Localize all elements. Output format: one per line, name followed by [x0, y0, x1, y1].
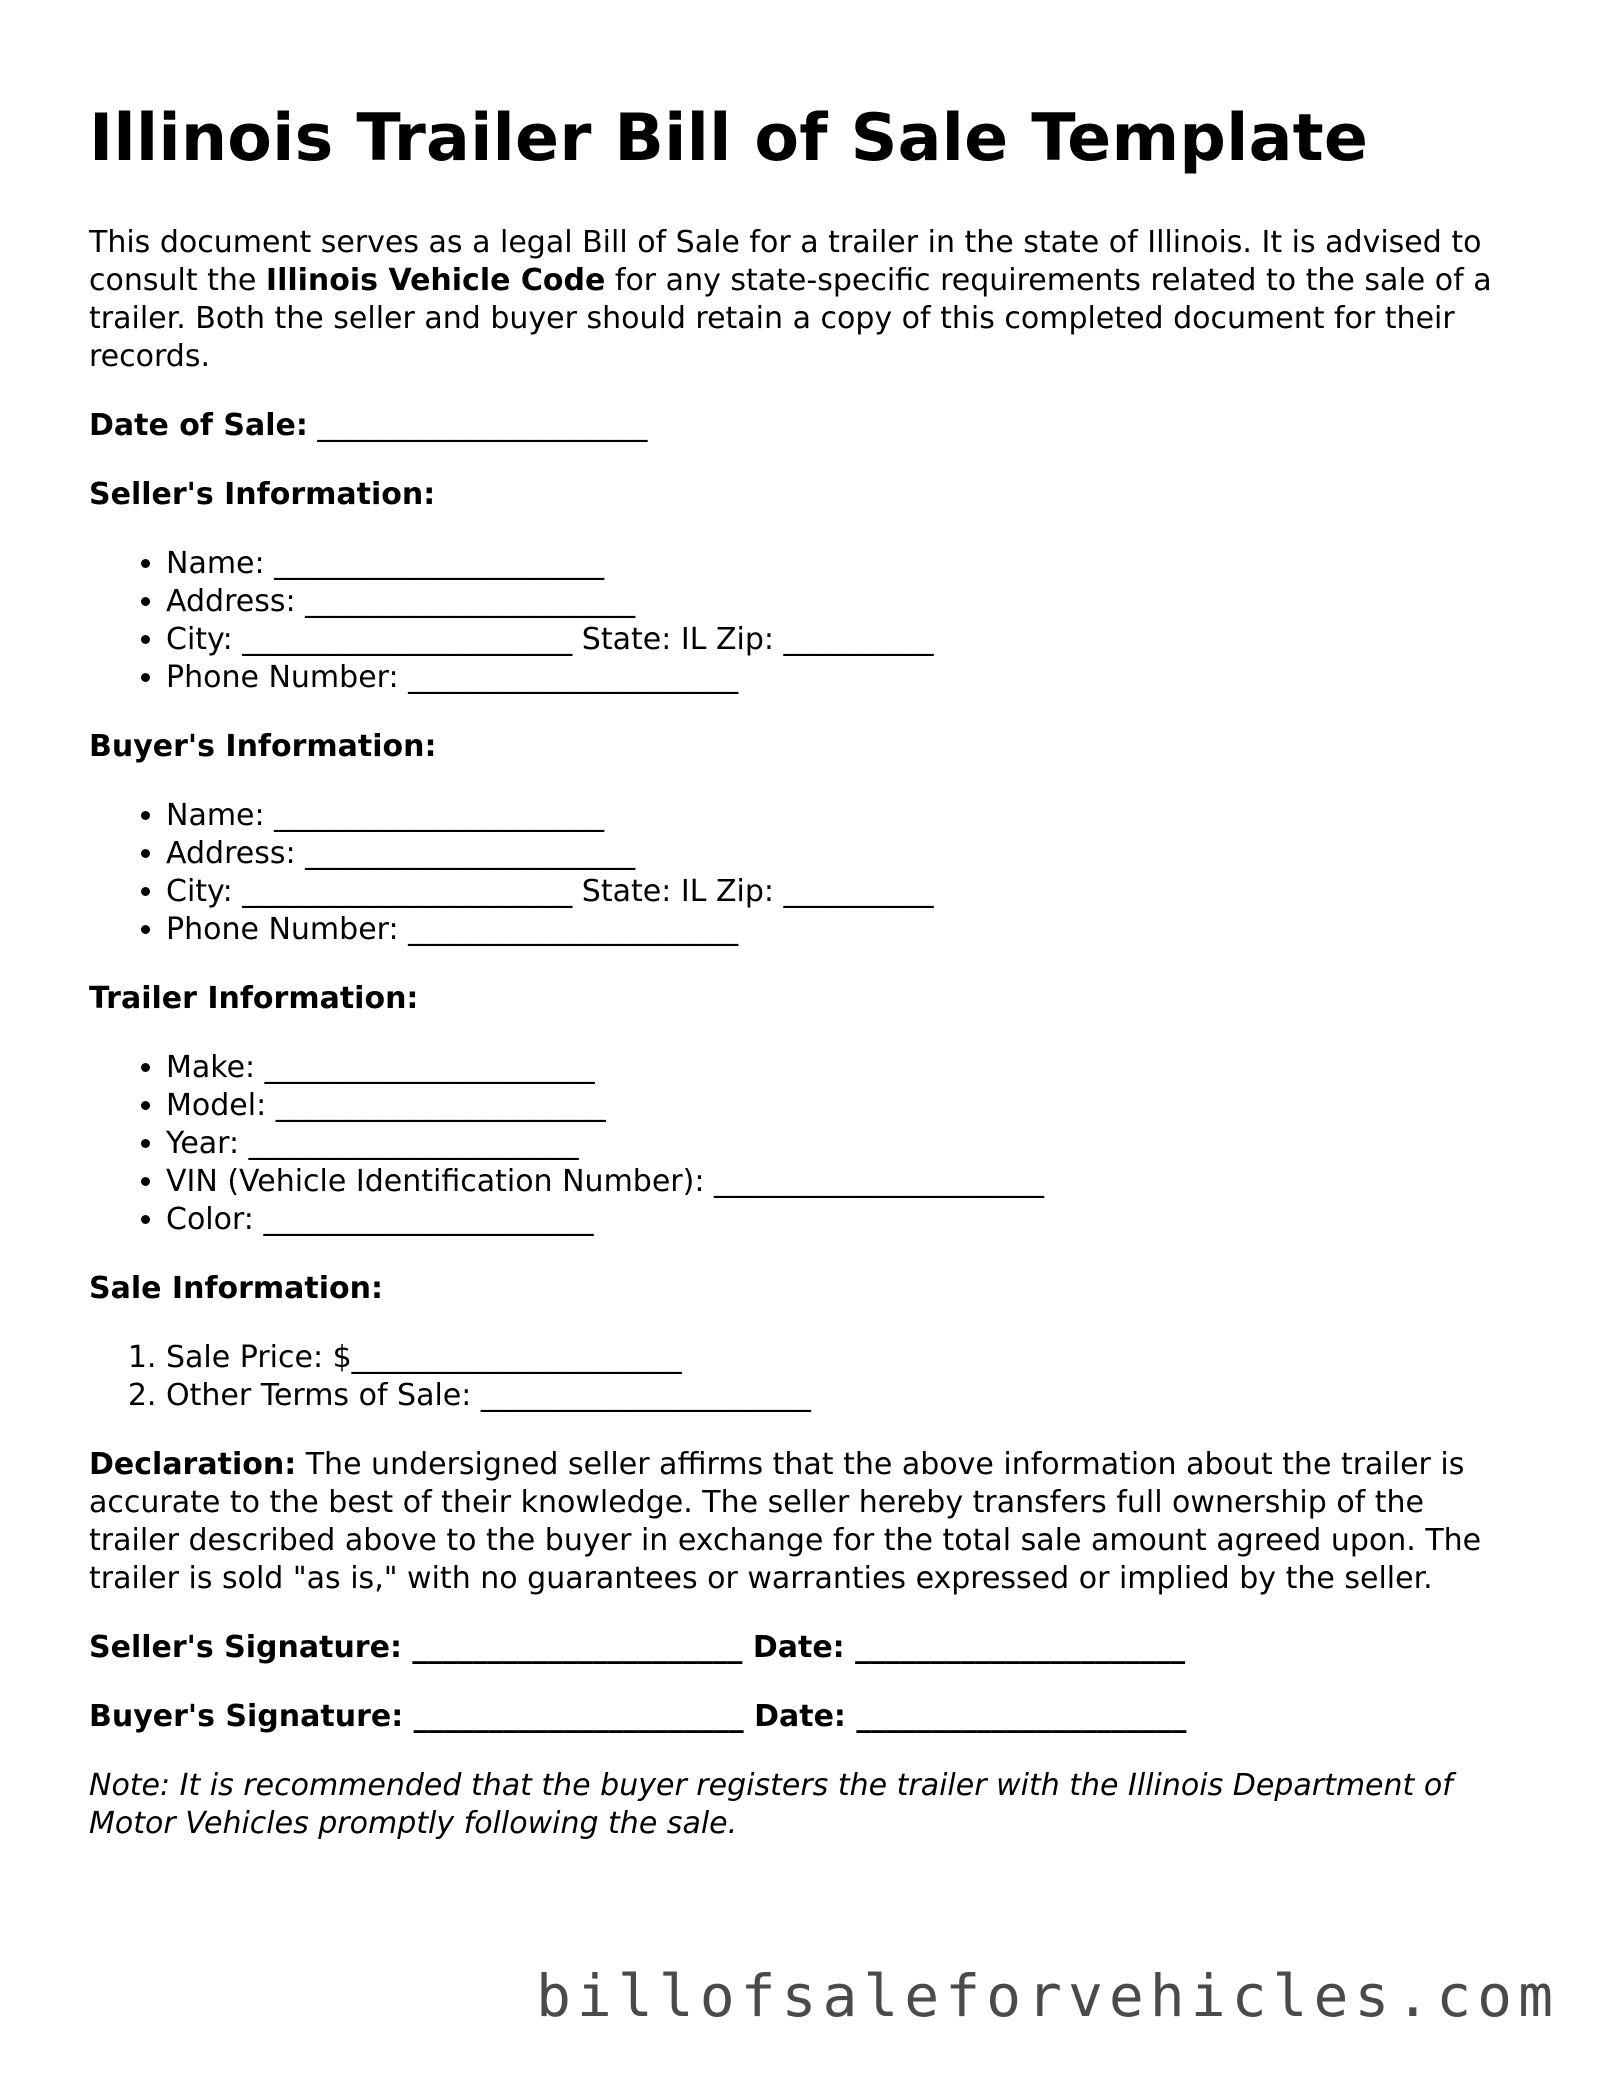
document-page — [89, 100, 1519, 1874]
buyer-city-item[interactable]: • City: ______________________ State: IL Zip: __________ — [166, 873, 1519, 911]
trailer-heading: Trailer Information: — [89, 981, 419, 1016]
declaration-text: The undersigned seller affirms that the above information about the trailer is accurate to the best of their knowledge. The seller hereby transfers full ownership of the trailer described above to the buyer in exchange for the total sale amount agreed upon. The trailer is sold "as is," with no guarantees or warranties expressed or implied by the seller. — [89, 1447, 1482, 1596]
trailer-color-item[interactable]: • Color: ______________________ — [166, 1201, 1519, 1239]
page-title: Illinois Trailer Bill of Sale Template — [89, 101, 1369, 176]
seller-name-item[interactable]: • Name: ______________________ — [166, 545, 1519, 583]
date-of-sale-label: Date of Sale: — [89, 408, 308, 443]
seller-address-item[interactable]: • Address: ______________________ — [166, 583, 1519, 621]
declaration-paragraph — [89, 1446, 1519, 1598]
trailer-info-list — [89, 1049, 1519, 1239]
intro-text-2: for any state-specific requirements related to the sale of a trailer. Both the seller and buyer should retain a copy of this completed document for their records. — [89, 263, 1492, 374]
buyer-phone-item[interactable]: • Phone Number: ______________________ — [166, 911, 1519, 949]
trailer-make-item[interactable]: • Make: ______________________ — [166, 1049, 1519, 1087]
intro-text-1: This document serves as a legal Bill of Sale for a trailer in the state of Illinois. It is advised to consult the — [89, 225, 1482, 298]
buyer-info-list — [89, 797, 1519, 949]
buyer-address-item[interactable]: • Address: ______________________ — [166, 835, 1519, 873]
trailer-year-item[interactable]: • Year: ______________________ — [166, 1125, 1519, 1163]
registration-note: Note: It is recommended that the buyer registers the trailer with the Illinois Department of Motor Vehicles promptly following the sale. — [89, 1768, 1453, 1841]
intro-bold-code: Illinois Vehicle Code — [265, 263, 606, 298]
declaration-label: Declaration: — [89, 1447, 297, 1482]
buyer-name-item[interactable]: • Name: ______________________ — [166, 797, 1519, 835]
site-watermark: billofsaleforvehicles.com — [536, 1962, 1559, 2030]
sale-terms-item[interactable]: 2. Other Terms of Sale: ______________________ — [166, 1377, 1519, 1415]
seller-info-list — [89, 545, 1519, 697]
seller-heading: Seller's Information: — [89, 477, 436, 512]
sale-price-item[interactable]: 1. Sale Price: $______________________ — [166, 1339, 1519, 1377]
intro-paragraph — [89, 224, 1519, 376]
sale-heading: Sale Information: — [89, 1271, 383, 1306]
date-of-sale-blank[interactable]: ______________________ — [317, 408, 648, 443]
seller-phone-item[interactable]: • Phone Number: ______________________ — [166, 659, 1519, 697]
date-of-sale-line — [89, 407, 1519, 445]
buyer-signature-line[interactable]: Buyer's Signature: ______________________ Date: ______________________ — [89, 1699, 1187, 1734]
seller-signature-line[interactable]: Seller's Signature: ______________________ Date: ______________________ — [89, 1630, 1186, 1665]
trailer-vin-item[interactable]: • VIN (Vehicle Identification Number): ______________________ — [166, 1163, 1519, 1201]
buyer-heading: Buyer's Information: — [89, 729, 437, 764]
seller-city-item[interactable]: • City: ______________________ State: IL Zip: __________ — [166, 621, 1519, 659]
sale-info-list — [89, 1339, 1519, 1415]
trailer-model-item[interactable]: • Model: ______________________ — [166, 1087, 1519, 1125]
